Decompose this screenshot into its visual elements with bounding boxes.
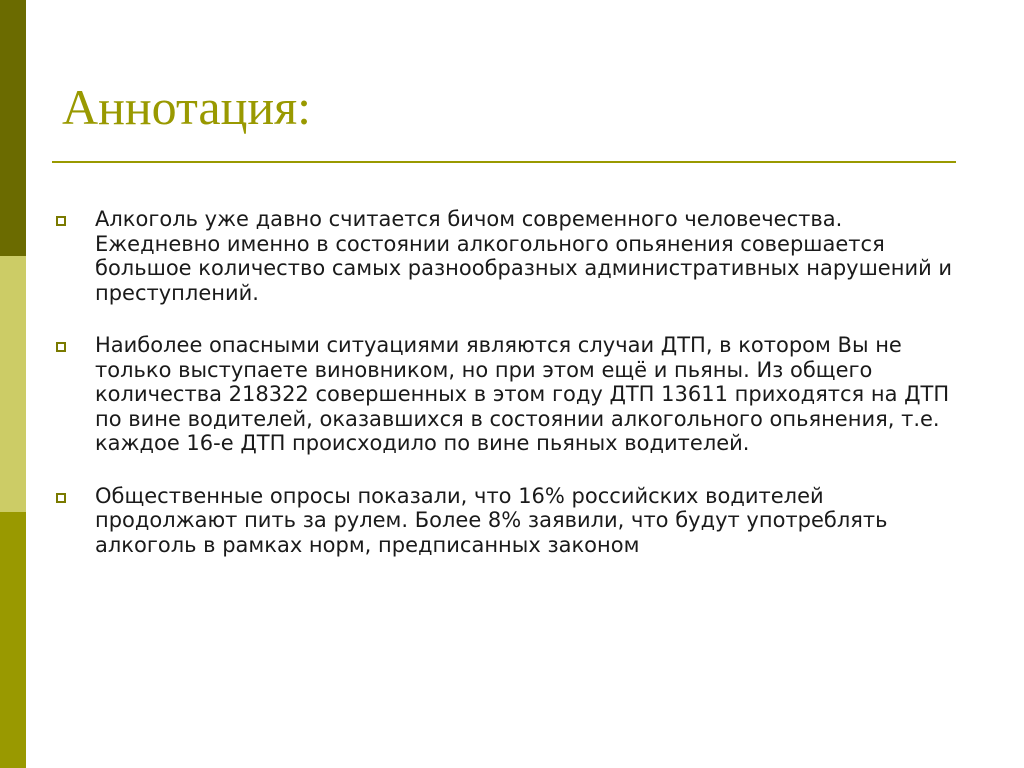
square-bullet-icon <box>56 216 66 226</box>
bullet-text: Общественные опросы показали, что 16% российских водителей продолжают пить за рулем. Более 8% заявили, что будут употреблять алкоголь в рамках норм, предписанных законом <box>95 483 888 557</box>
sidebar-stripe-dark <box>0 0 26 256</box>
square-bullet-icon <box>56 493 66 503</box>
sidebar-stripe-olive <box>0 512 26 768</box>
bullet-item <box>52 484 972 558</box>
bullet-text: Наиболее опасными ситуациями являются случаи ДТП, в котором Вы не только выступаете виновником, но при этом ещё и пьяны. Из общего количества 218322 совершенных в этом году ДТП 13611 приходятся на ДТП по вине водителей, оказавшихся в состоянии алкогольного опьянения, т.е. каждое 16-е ДТП происходило по вине пьяных водителей. <box>95 333 950 455</box>
bullet-list <box>52 207 972 585</box>
sidebar-stripe-light <box>0 256 26 512</box>
bullet-item <box>52 333 972 456</box>
bullet-text: Алкоголь уже давно считается бичом современного человечества. Ежедневно именно в состоянии алкогольного опьянения совершается большое количество самых разнообразных административных нарушений и преступлений. <box>95 207 953 305</box>
square-bullet-icon <box>56 342 66 352</box>
title-divider <box>52 161 956 163</box>
bullet-item <box>52 207 972 305</box>
slide-title: Аннотация: <box>62 79 312 135</box>
